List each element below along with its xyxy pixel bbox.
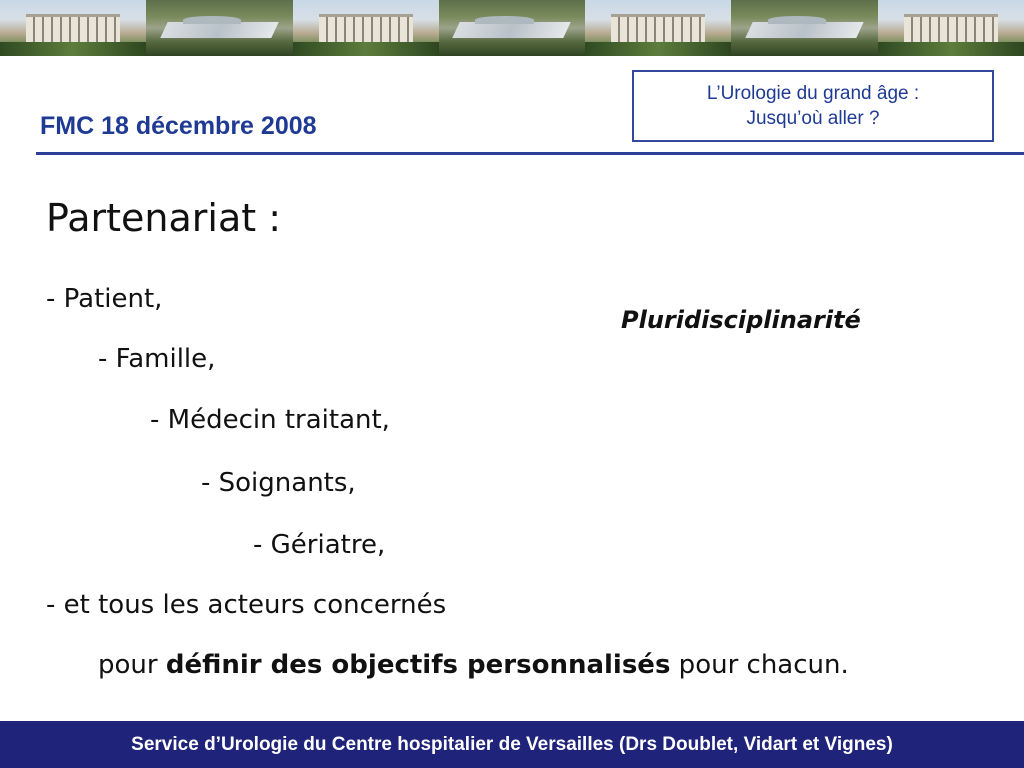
list-item: - Médecin traitant, [150, 405, 390, 435]
header-divider [36, 152, 1024, 155]
topic-line-1: L’Urologie du grand âge : [706, 83, 920, 104]
hospital-building-photo [878, 0, 1024, 56]
hospital-building-photo [0, 0, 146, 56]
topic-line-2: Jusqu’où aller ? [746, 108, 880, 129]
hospital-building-photo [585, 0, 731, 56]
conclusion-prefix: pour [98, 650, 166, 680]
list-item: - Patient, [46, 284, 163, 314]
list-item: - et tous les acteurs concernés [46, 590, 447, 620]
list-item: - Gériatre, [253, 530, 386, 560]
hospital-aerial-photo [731, 0, 877, 56]
slide-heading: Partenariat : [46, 196, 282, 240]
list-item: - Soignants, [201, 468, 356, 498]
conclusion-line [98, 650, 849, 680]
footer-text: Service d’Urologie du Centre hospitalier de Versailles (Drs Doublet, Vidart et Vignes) [131, 733, 893, 755]
footer-bar [0, 721, 1024, 768]
hospital-aerial-photo [146, 0, 292, 56]
topic-box [632, 70, 994, 142]
keyword-label: Pluridisciplinarité [621, 306, 861, 334]
hospital-aerial-photo [439, 0, 585, 56]
conclusion-suffix: pour chacun. [670, 650, 849, 680]
photo-banner [0, 0, 1024, 56]
conclusion-emphasis: définir des objectifs personnalisés [165, 650, 671, 680]
list-item: - Famille, [98, 344, 216, 374]
hospital-building-photo [293, 0, 439, 56]
date-title: FMC 18 décembre 2008 [40, 112, 317, 140]
